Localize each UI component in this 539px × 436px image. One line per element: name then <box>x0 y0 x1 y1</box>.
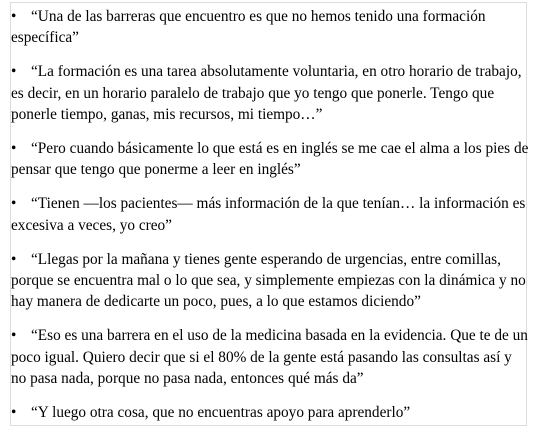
bullet-icon: • <box>11 327 17 345</box>
list-item <box>11 249 529 313</box>
list-item <box>11 61 529 125</box>
list-item <box>11 138 529 181</box>
bullet-icon: • <box>11 8 17 25</box>
bullet-icon: • <box>11 195 17 213</box>
list-item <box>11 325 529 389</box>
quote-text: “Llegas por la mañana y tienes gente esperando de urgencias, entre comillas, porque se encuentra mal o lo que sea, y simplemente empiezas con la dinámica y no hay manera de dedicarte un poco, pues, a lo que estamos diciendo” <box>11 250 526 311</box>
quote-text: “Una de las barreras que encuentro es que no hemos tenido una formación específica” <box>11 8 486 47</box>
quote-text: “Eso es una barrera en el uso de la medicina basada en la evidencia. Que te de un poco igual. Quiero decir que si el 80% de la gente está pasando las consultas así y no pasa nada, porque no pasa nada, entonces qué más da” <box>11 327 528 388</box>
list-item <box>11 402 529 423</box>
quote-text: “Tienen —los pacientes— más información de la que tenían… la información es excesiva a veces, yo creo” <box>11 195 526 234</box>
list-item <box>11 6 529 49</box>
bullet-icon: • <box>11 140 17 158</box>
quote-list <box>11 6 529 436</box>
quote-text: “Y luego otra cosa, que no encuentras apoyo para aprenderlo” <box>31 404 411 422</box>
list-item <box>11 193 529 236</box>
bullet-icon: • <box>11 63 17 81</box>
quote-text: “La formación es una tarea absolutamente voluntaria, en otro horario de trabajo, es decir, en un horario paralelo de trabajo que yo tengo que ponerle. Tengo que ponerle tiempo, ganas, mis recursos, mi tiempo…” <box>11 63 522 124</box>
bullet-icon: • <box>11 404 17 422</box>
bullet-icon: • <box>11 250 17 268</box>
quote-text: “Pero cuando básicamente lo que está es en inglés se me cae el alma a los pies de pensar que tengo que ponerme a leer en inglés” <box>11 140 529 179</box>
